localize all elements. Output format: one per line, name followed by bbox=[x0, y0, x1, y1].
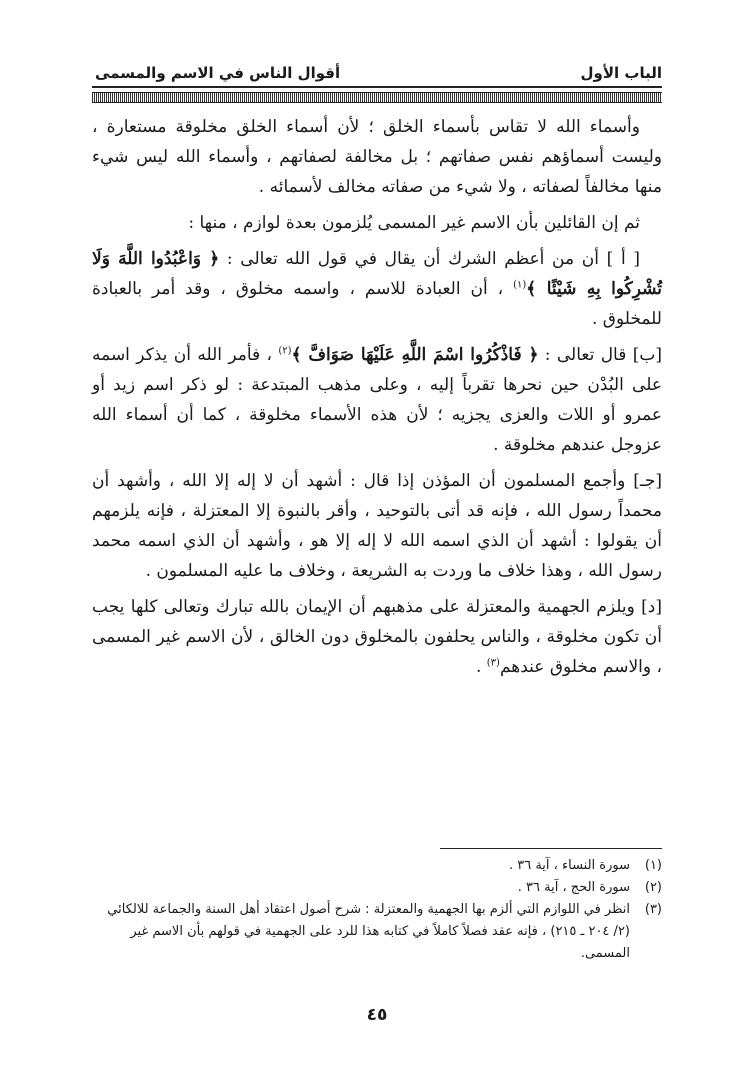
item-label-b: [ب] bbox=[632, 345, 663, 365]
footnote-ref-3: (٣) bbox=[486, 657, 500, 669]
quran-verse-2: ﴿ فَاذْكُرُوا اسْمَ اللَّهِ عَلَيْهَا صَوَافَّ ﴾ bbox=[291, 345, 539, 365]
footnote-1 bbox=[92, 855, 662, 877]
chapter-title: الباب الأول bbox=[580, 64, 662, 82]
footnote-2 bbox=[92, 877, 662, 899]
paragraph-3-text-1: أن من أعظم الشرك أن يقال في قول الله تعالى : bbox=[226, 249, 599, 269]
paragraph-6 bbox=[92, 592, 662, 682]
paragraph-3 bbox=[92, 244, 662, 334]
main-text bbox=[92, 112, 662, 688]
footnotes bbox=[92, 855, 662, 965]
paragraph-2: ثم إن القائلين بأن الاسم غير المسمى يُلزمون بعدة لوازم ، منها : bbox=[188, 213, 640, 233]
header-ornament-band bbox=[92, 92, 662, 103]
paragraph-4-text-2: ، فأمر الله أن يذكر اسمه على البُدْن حين نحرها تقرباً إليه ، وعلى مذهب المبتدعة : لو ذكر اسم زيد أو عمرو أو اللات والعزى يجزيه ؛ لأن هذه الأسماء مخلوقة ، كما أن أسماء الله عزوجل عندهم مخلوقة . bbox=[92, 345, 662, 455]
paragraph-5 bbox=[92, 466, 662, 586]
footnote-ref-2: (٢) bbox=[278, 345, 292, 357]
paragraph-3-text-2: ، أن العبادة للاسم ، واسمه مخلوق ، وقد أمر بالعبادة للمخلوق . bbox=[92, 279, 662, 329]
header-rule bbox=[92, 86, 662, 88]
paragraph-1: وأسماء الله لا تقاس بأسماء الخلق ؛ لأن أسماء الخلق مخلوقة مستعارة ، وليست أسماؤهم نفس صفاتهم ؛ بل مخالفة لصفاتهم ، وأسماء الله ليس شيء منها مخالفاً لصفاته ، ولا شيء من صفاته مخالف لأسمائه . bbox=[92, 117, 662, 197]
quran-verse-1: ﴿ وَاعْبُدُوا اللَّهَ وَلَا تُشْرِكُوا بِهِ شَيْئًا ﴾ bbox=[92, 249, 662, 299]
footnote-text: سورة الحج ، آية ٣٦ . bbox=[517, 880, 630, 895]
footnote-number: (٣) bbox=[644, 902, 662, 917]
footnote-text: انظر في اللوازم التي ألزم بها الجهمية والمعتزلة : شرح أصول اعتقاد أهل السنة والجماعة للالكائي (٢/ ٢٠٤ ـ ٢١٥) ، فإنه عقد فصلاً كاملاً في كتابه هذا للرد على الجهمية في قولهم بأن الاسم غير المسمى. bbox=[107, 902, 630, 961]
item-label-c: [جـ] bbox=[633, 471, 663, 491]
footnote-ref-1: (١) bbox=[513, 279, 527, 291]
footnote-number: (٢) bbox=[644, 880, 662, 895]
paragraph-6-text-1: ويلزم الجهمية والمعتزلة على مذهبهم أن الإيمان بالله تبارك وتعالى كلها يجب أن تكون مخلوقة ، والناس يحلفون بالمخلوق دون الخالق ، لأن الاسم غير المسمى ، والاسم مخلوق عندهم bbox=[92, 597, 662, 677]
footnote-separator bbox=[440, 848, 662, 849]
paragraph-6-text-2: . bbox=[475, 657, 482, 677]
footnote-3 bbox=[92, 899, 662, 965]
paragraph-4-text-1: قال تعالى : bbox=[544, 345, 627, 365]
footnote-text: سورة النساء ، آية ٣٦ . bbox=[508, 858, 630, 873]
page-number: ٤٥ bbox=[366, 1005, 388, 1025]
section-title: أقوال الناس في الاسم والمسمى bbox=[95, 64, 341, 82]
paragraph-4 bbox=[92, 340, 662, 460]
footnote-number: (١) bbox=[644, 858, 662, 873]
item-label-a: [ أ ] bbox=[606, 249, 641, 269]
running-header bbox=[95, 58, 662, 82]
item-label-d: [د] bbox=[641, 597, 662, 617]
paragraph-5-text: وأجمع المسلمون أن المؤذن إذا قال : أشهد أن لا إله إلا الله ، وأشهد أن محمداً رسول الله ، فإنه قد أتى بالتوحيد ، وأقر بالنبوة إلا المعتزلة ، فإنه يلزمهم أن يقولوا : أشهد أن الذي اسمه الله لا إله إلا هو ، وأشهد أن الذي اسمه محمد رسول الله ، وهذا خلاف ما وردت به الشريعة ، وخلاف ما عليه المسلمون . bbox=[92, 471, 662, 581]
